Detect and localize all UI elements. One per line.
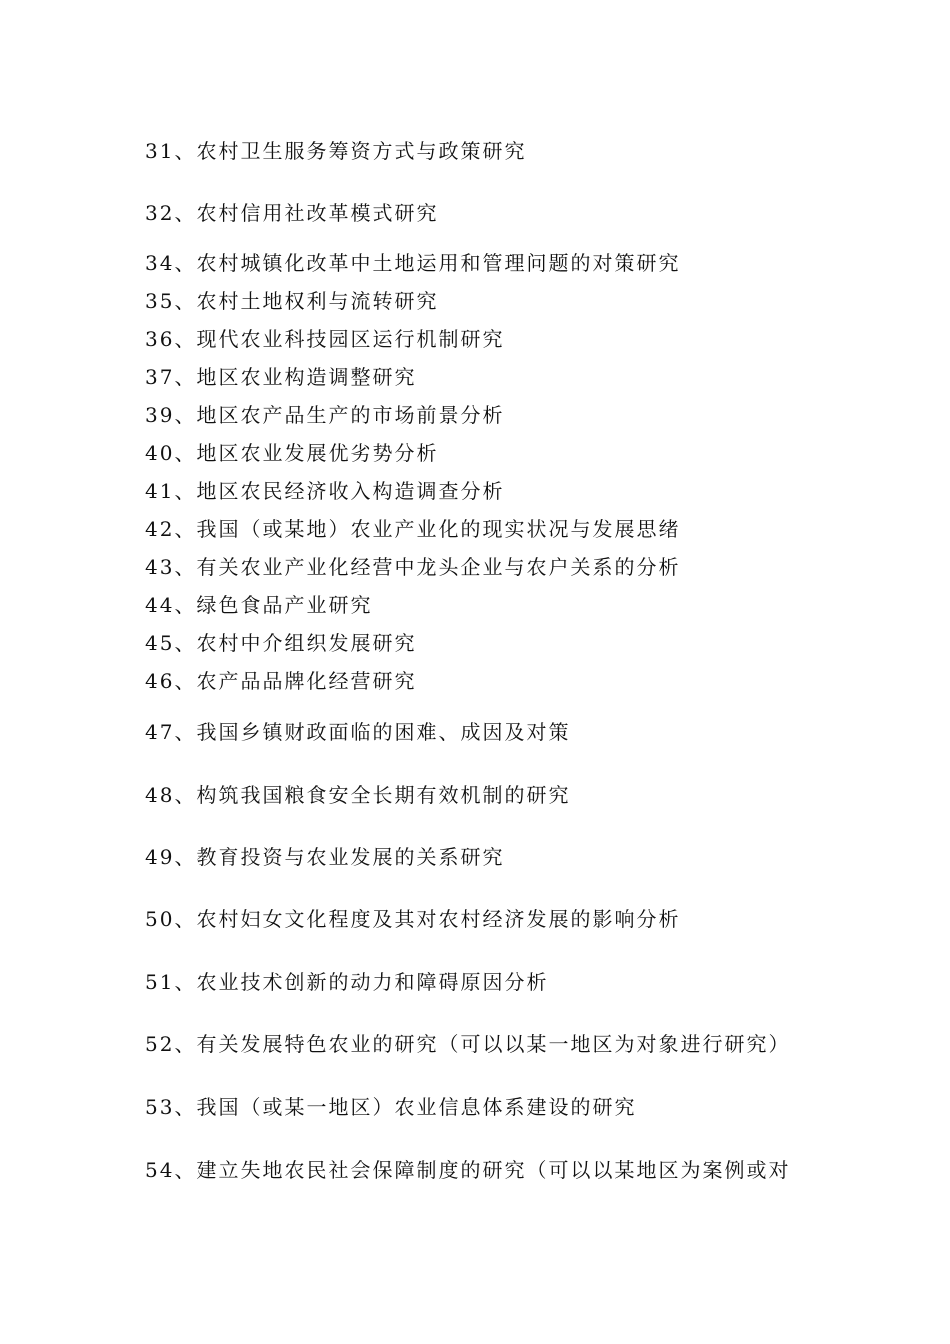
list-item: 37、地区农业构造调整研究 [145, 365, 417, 389]
list-item: 46、农产品品牌化经营研究 [145, 669, 417, 693]
list-item: 36、现代农业科技园区运行机制研究 [145, 327, 505, 351]
list-item: 40、地区农业发展优劣势分析 [145, 441, 439, 465]
list-item: 31、农村卫生服务筹资方式与政策研究 [145, 139, 527, 163]
list-item: 39、地区农产品生产的市场前景分析 [145, 403, 505, 427]
list-item: 49、教育投资与农业发展的关系研究 [145, 845, 505, 869]
list-item: 32、农村信用社改革模式研究 [145, 201, 439, 225]
list-item: 52、有关发展特色农业的研究（可以以某一地区为对象进行研究） [145, 1032, 791, 1056]
list-item: 44、绿色食品产业研究 [145, 593, 373, 617]
list-item: 50、农村妇女文化程度及其对农村经济发展的影响分析 [145, 907, 681, 931]
list-item: 54、建立失地农民社会保障制度的研究（可以以某地区为案例或对 [145, 1158, 791, 1182]
list-item: 43、有关农业产业化经营中龙头企业与农户关系的分析 [145, 555, 681, 579]
list-item: 41、地区农民经济收入构造调查分析 [145, 479, 505, 503]
list-item: 51、农业技术创新的动力和障碍原因分析 [145, 970, 549, 994]
list-item: 42、我国（或某地）农业产业化的现实状况与发展思绪 [145, 517, 681, 541]
list-item: 45、农村中介组织发展研究 [145, 631, 417, 655]
list-item: 34、农村城镇化改革中土地运用和管理问题的对策研究 [145, 251, 681, 275]
list-item: 53、我国（或某一地区）农业信息体系建设的研究 [145, 1095, 637, 1119]
list-item: 35、农村土地权利与流转研究 [145, 289, 439, 313]
list-item: 47、我国乡镇财政面临的困难、成因及对策 [145, 720, 571, 744]
list-item: 48、构筑我国粮食安全长期有效机制的研究 [145, 783, 571, 807]
